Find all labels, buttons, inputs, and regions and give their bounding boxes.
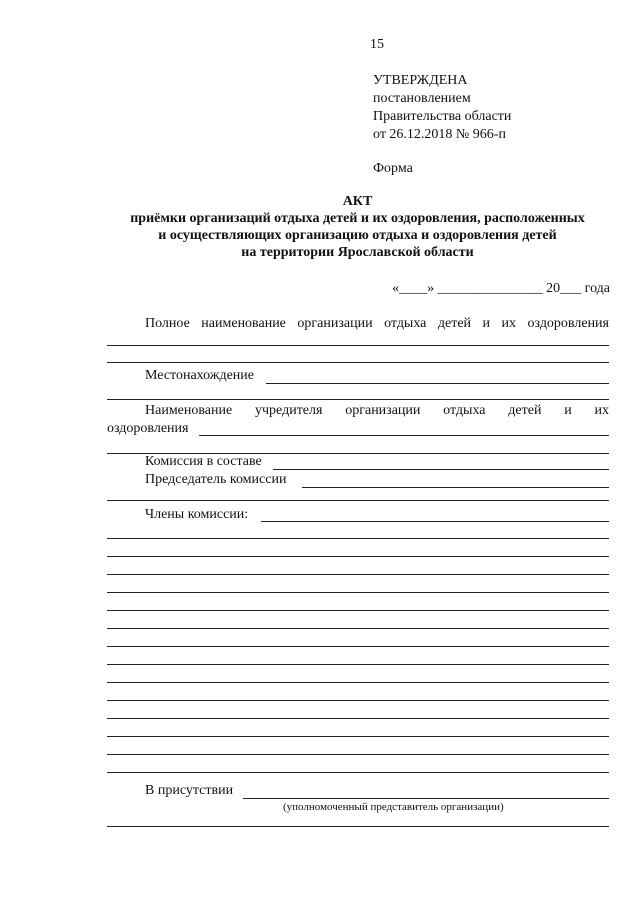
chairman-line-2[interactable] [107, 500, 609, 501]
approval-line-3: Правительства области [373, 109, 512, 124]
members-line[interactable] [107, 736, 609, 737]
title-line-2: и осуществляющих организацию отдыха и оздоровления детей [158, 228, 557, 243]
members-line[interactable] [107, 538, 609, 539]
title-line-3: на территории Ярославской области [241, 245, 474, 260]
location-field[interactable] [266, 383, 609, 384]
members-line[interactable] [107, 574, 609, 575]
location-label: Местонахождение [145, 368, 255, 383]
representative-caption: (уполномоченный представитель организации) [283, 801, 504, 813]
founder-label-2: оздоровления [107, 421, 189, 436]
members-line[interactable] [107, 646, 609, 647]
approval-line-1: УТВЕРЖДЕНА [373, 73, 468, 88]
date-line: «____» _______________ 20___ года [392, 281, 610, 296]
members-field[interactable] [261, 521, 609, 522]
presence-line-2[interactable] [107, 826, 609, 827]
full-name-line-2[interactable] [107, 362, 609, 363]
members-line[interactable] [107, 682, 609, 683]
act-heading: АКТ [342, 194, 373, 209]
members-line[interactable] [107, 592, 609, 593]
form-label: Форма [373, 161, 413, 176]
members-line[interactable] [107, 754, 609, 755]
members-line[interactable] [107, 628, 609, 629]
chairman-field[interactable] [302, 487, 609, 488]
commission-label: Комиссия в составе [145, 454, 262, 469]
members-line[interactable] [107, 556, 609, 557]
approval-line-2: постановлением [373, 91, 471, 106]
members-line[interactable] [107, 700, 609, 701]
presence-label: В присутствии [145, 783, 234, 798]
commission-field[interactable] [273, 469, 609, 470]
members-line[interactable] [107, 718, 609, 719]
members-label: Члены комиссии: [145, 507, 249, 522]
location-line-2[interactable] [107, 399, 609, 400]
members-line[interactable] [107, 664, 609, 665]
founder-field[interactable] [199, 435, 609, 436]
members-line[interactable] [107, 772, 609, 773]
approval-line-4: от 26.12.2018 № 966-п [373, 127, 506, 142]
title-line-1: приёмки организаций отдыха детей и их оздоровления, расположенных [130, 211, 585, 226]
founder-label-1: Наименование учредителя организации отдыха детей и их [145, 403, 609, 418]
full-name-line-1[interactable] [107, 345, 609, 346]
page-number: 15 [370, 37, 384, 52]
members-line[interactable] [107, 610, 609, 611]
presence-field[interactable] [243, 798, 609, 799]
chairman-label: Председатель комиссии [145, 472, 287, 487]
full-name-label: Полное наименование организации отдыха детей и их оздоровления [145, 316, 609, 331]
